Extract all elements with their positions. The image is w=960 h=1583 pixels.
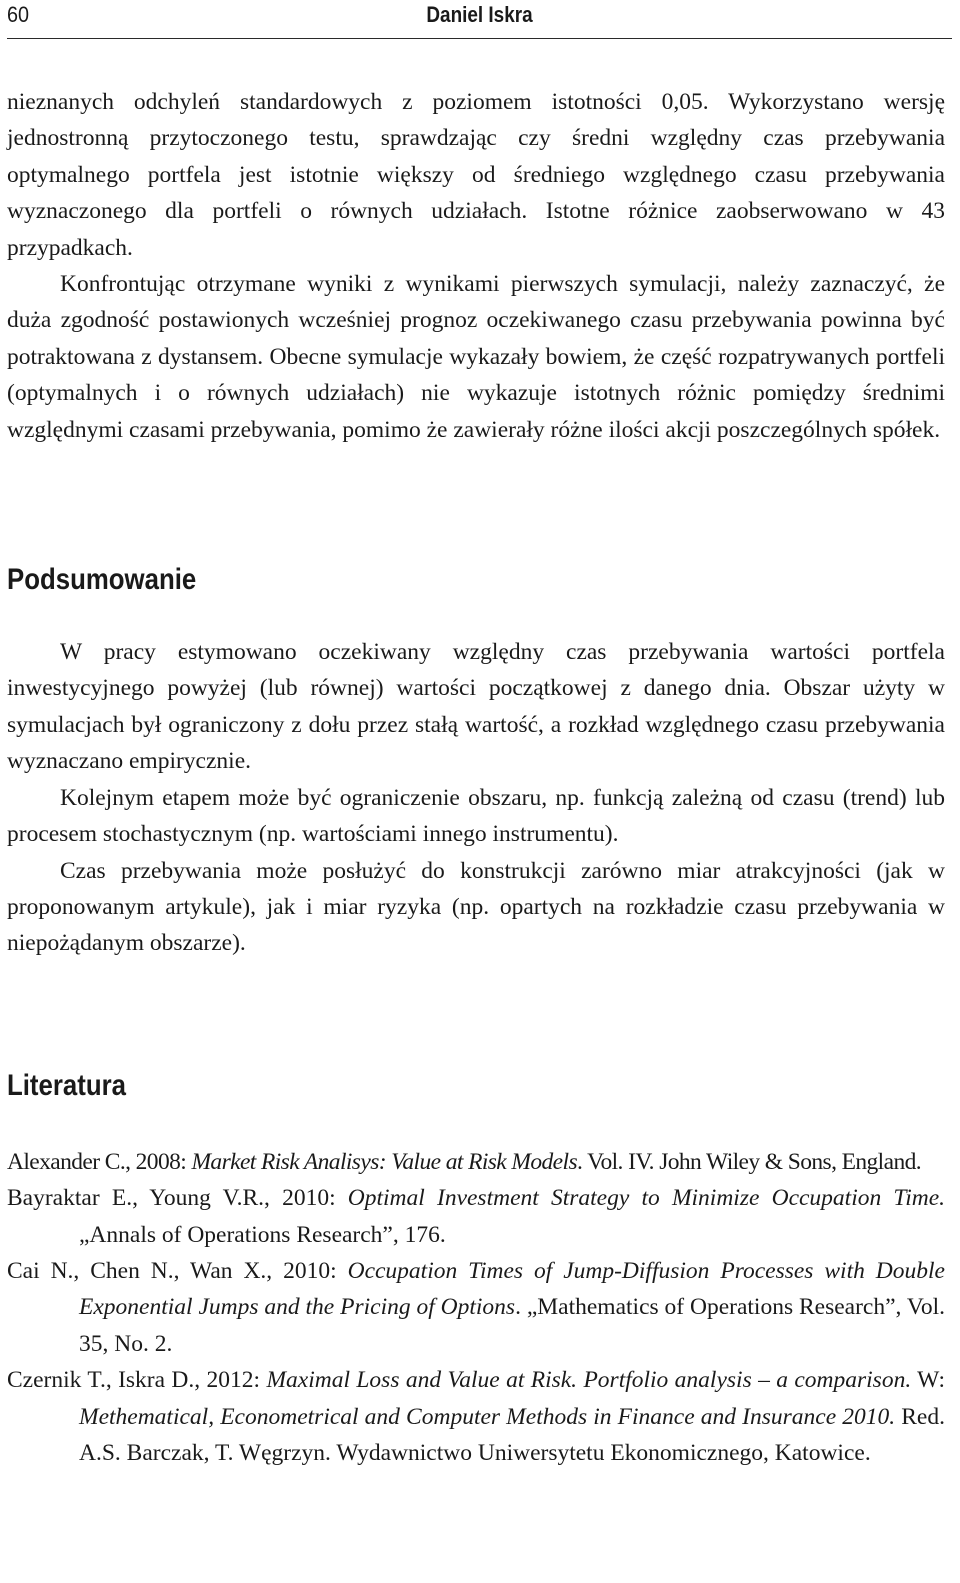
reference-title: Occupation Times of Jump-Diffusion Processes with Double Exponential Jumps and the Pricing of Options <box>79 1257 945 1321</box>
reference-connector: W: <box>911 1367 945 1394</box>
summary-paragraph-2: Kolejnym etapem może być ograniczenie obszaru, np. funkcją zależną od czasu (trend) lub procesem stochastycznym (np. wartościami innego instrumentu). <box>7 784 945 848</box>
reference-title: Maximal Loss and Value at Risk. Portfolio analysis – a comparison. <box>266 1367 912 1394</box>
reference-book-title: Methematical, Econometrical and Computer Methods in Finance and Insurance 2010. <box>79 1403 896 1430</box>
reference-title: Optimal Investment Strategy to Minimize Occupation Time. <box>347 1185 945 1212</box>
reference-details: Red. A.S. Barczak, T. Węgrzyn. Wydawnictwo Uniwersytetu Ekonomicznego, Katowice. <box>79 1403 945 1466</box>
reference-item <box>7 1253 945 1362</box>
reference-item <box>7 1144 945 1180</box>
summary-paragraph-1: W pracy estymowano oczekiwany względny czas przebywania wartości portfela inwestycyjnego powyżej (lub równej) wartości początkowej z danego dnia. Obszar użyty w symulacjach był ograniczony z dołu przez stałą wartość, a rozkład względnego czasu przebywania wyznaczano empirycznie. <box>7 639 945 775</box>
reference-details: . „Mathematics of Operations Research”, Vol. 35, No. 2. <box>79 1294 945 1357</box>
reference-authors: Cai N., Chen N., Wan X., 2010: <box>7 1257 348 1284</box>
summary-paragraph-3: Czas przebywania może posłużyć do konstrukcji zarówno miar atrakcyjności (jak w proponowanym artykule), jak i miar ryzyka (np. opartych na rozkładzie czasu przebywania w niepożądanym obszarze). <box>7 857 945 957</box>
reference-item <box>7 1362 945 1471</box>
reference-title: Market Risk Analisys: Value at Risk Models <box>191 1148 577 1175</box>
reference-list <box>7 1144 945 1472</box>
page-content <box>7 84 945 1471</box>
running-author: Daniel Iskra <box>426 2 533 27</box>
summary-heading: Podsumowanie <box>7 563 197 597</box>
reference-details: . Vol. IV. John Wiley & Sons, England. <box>577 1148 922 1175</box>
reference-details: „Annals of Operations Research”, 176. <box>79 1221 446 1248</box>
literature-heading: Literatura <box>7 1068 127 1102</box>
reference-item <box>7 1180 945 1253</box>
body-paragraph-2: Konfrontując otrzymane wyniki z wynikami pierwszych symulacji, należy zaznaczyć, że duża zgodność postawionych wcześniej prognoz oczekiwanego czasu przebywania powinna być potraktowana z dystansem. Obecne symulacje wykazały bowiem, że część rozpatrywanych portfeli (optymalnych i o równych udziałach) nie wykazuje istotnych różnic pomiędzy średnimi względnymi czasami przebywania, pomimo że zawierały różne ilości akcji poszczególnych spółek. <box>7 271 945 443</box>
body-paragraph-1: nieznanych odchyleń standardowych z poziomem istotności 0,05. Wykorzystano wersję jednostronną przytoczonego testu, sprawdzając czy średni względny czas przebywania optymalnego portfela jest istotnie większy od średniego względnego czasu przebywania wyznaczonego dla portfeli o równych udziałach. Istotne różnice zaobserwowano w 43 przypadkach. <box>7 89 945 261</box>
reference-authors: Alexander C., 2008: <box>7 1148 192 1175</box>
running-header <box>7 0 952 39</box>
reference-authors: Czernik T., Iskra D., 2012: <box>7 1367 267 1394</box>
reference-authors: Bayraktar E., Young V.R., 2010: <box>7 1185 348 1212</box>
page-number: 60 <box>7 2 30 27</box>
